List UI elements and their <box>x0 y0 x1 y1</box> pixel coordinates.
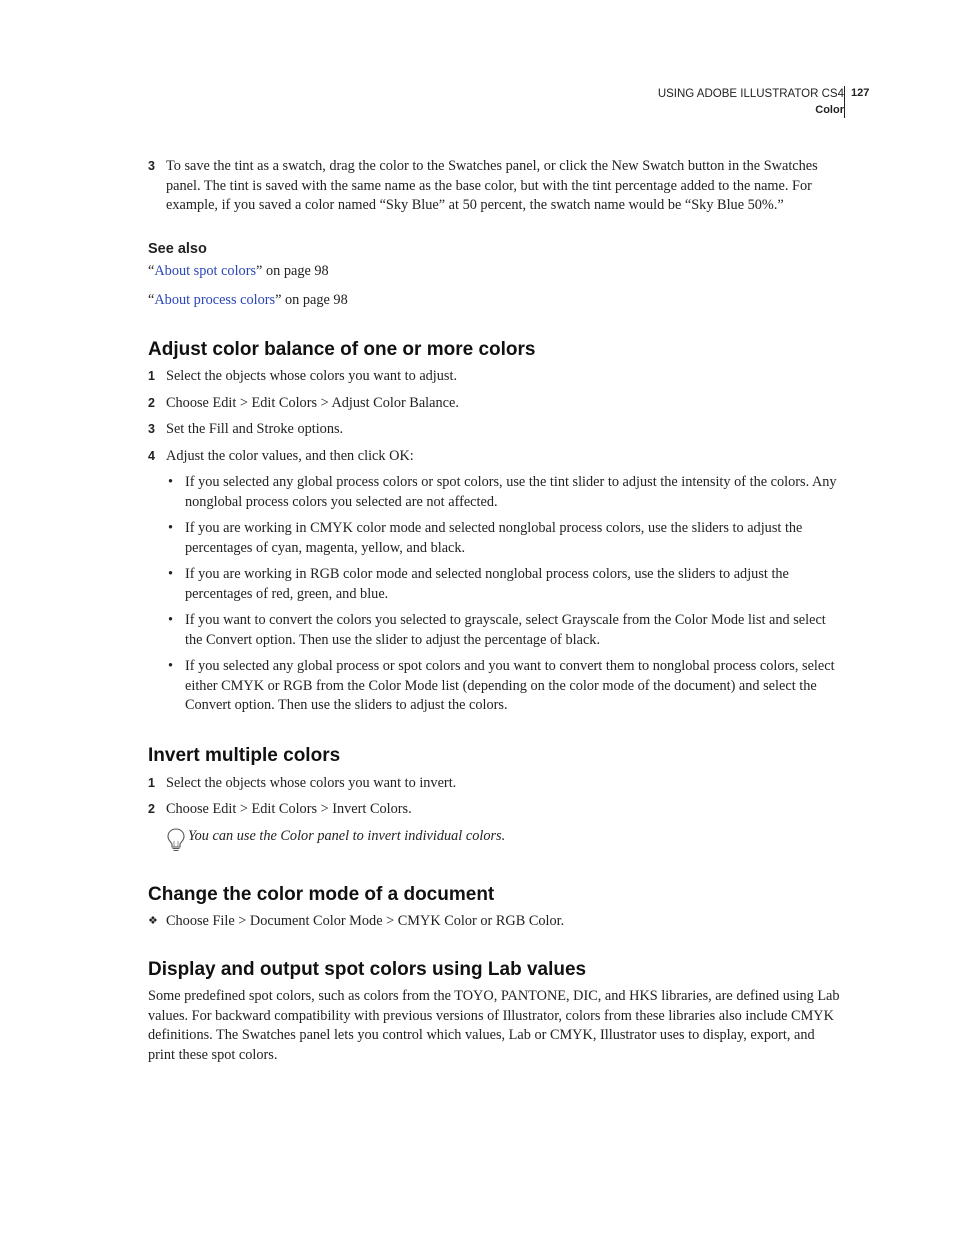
tip-text: You can use the Color panel to invert individual colors. <box>188 827 506 844</box>
heading-lab-values: Display and output spot colors using Lab values <box>148 959 587 980</box>
step-text: Set the Fill and Stroke options. <box>166 421 344 437</box>
page-body <box>148 157 840 1065</box>
step-number: 3 <box>148 422 155 436</box>
bullet-text: If you selected any global process colors or spot colors, use the tint slider to adjust the intensity of the colors. Any nonglobal process colors you selected are not affected. <box>185 474 837 510</box>
page-number: 127 <box>851 87 870 99</box>
step-number: 2 <box>148 802 155 816</box>
link-about-process-colors[interactable]: About process colors <box>154 291 276 308</box>
book-title: USING ADOBE ILLUSTRATOR CS4 <box>657 88 844 100</box>
step-text: Choose Edit > Edit Colors > Adjust Color Balance. <box>166 394 459 411</box>
step-number: 1 <box>148 369 155 383</box>
link-about-spot-colors[interactable]: About spot colors <box>154 263 257 279</box>
step-item <box>148 800 840 820</box>
heading-adjust-color-balance: Adjust color balance of one or more colors <box>148 339 536 360</box>
bullet-dot-icon: • <box>168 520 174 536</box>
step-text: Choose File > Document Color Mode > CMYK Color or RGB Color. <box>166 912 565 929</box>
step-number: 4 <box>148 448 155 463</box>
step-item <box>148 774 840 794</box>
see-also-title: See also <box>148 240 207 257</box>
quote-open: “ <box>148 291 155 308</box>
step-number: 2 <box>148 395 155 410</box>
step-text: To save the tint as a swatch, drag the color to the Swatches panel, or click the New Swatch button in the Swatches panel. The tint is saved with the same name as the base color, but with the tint percentage added to the name. For example, if you saved a color named “Sky Blue” at 50 percent, the swatch name would be “Sky Blue 50%.” <box>166 158 818 213</box>
bullet-dot-icon: • <box>168 566 174 582</box>
bullet-item <box>148 473 840 512</box>
step-item <box>148 157 840 216</box>
single-step-item <box>148 912 840 932</box>
bullet-item <box>148 519 840 558</box>
lightbulb-icon <box>166 827 186 860</box>
running-header <box>658 86 844 118</box>
step-item <box>148 394 840 414</box>
quote-open: “ <box>148 263 155 279</box>
body-paragraph: Some predefined spot colors, such as colors from the TOYO, PANTONE, DIC, and HKS libraries, are defined using Lab values. For backward compatibility with previous versions of Illustrator, colors from these libraries also include CMYK definitions. The Swatches panel lets you control which values, Lab or CMYK, Illustrator uses to display, export, and print these spot colors. <box>148 988 840 1063</box>
step-item <box>148 420 840 440</box>
xref-rest: ” on page 98 <box>275 291 348 308</box>
bullet-item <box>148 611 840 650</box>
bullet-text: If you are working in CMYK color mode and selected nonglobal process colors, use the sliders to adjust the percentages of cyan, magenta, yellow, and black. <box>185 520 803 556</box>
see-also-item <box>148 291 840 311</box>
step-number: 3 <box>148 159 155 173</box>
heading-change-color-mode: Change the color mode of a document <box>148 883 495 905</box>
bullet-text: If you selected any global process or spot colors and you want to convert them to nonglobal process colors, select either CMYK or RGB from the Color Mode list (depending on the color mode of the document) and select the Convert option. Then use the sliders to adjust the colors. <box>185 658 835 713</box>
step-text: Adjust the color values, and then click OK: <box>166 447 414 464</box>
header-divider <box>844 86 845 118</box>
step-item <box>148 447 840 467</box>
bullet-text: If you want to convert the colors you selected to grayscale, select Grayscale from the Color Mode list and select the Convert option. Then use the slider to adjust the percentage of black. <box>185 612 826 648</box>
diamond-bullet-icon: ❖ <box>148 914 158 927</box>
bullet-dot-icon: • <box>168 612 174 628</box>
step-text: Choose Edit > Edit Colors > Invert Colors. <box>166 801 412 817</box>
step-item <box>148 367 840 387</box>
tip-note <box>148 827 840 857</box>
bullet-dot-icon: • <box>168 658 174 674</box>
step-text: Select the objects whose colors you want to adjust. <box>166 368 458 384</box>
see-also-item <box>148 262 840 282</box>
bullet-item <box>148 657 840 716</box>
step-text: Select the objects whose colors you want to invert. <box>166 774 457 791</box>
bullet-text: If you are working in RGB color mode and selected nonglobal process colors, use the sliders to adjust the percentages of red, green, and blue. <box>185 566 789 602</box>
section-title: Color <box>815 104 844 116</box>
step-number: 1 <box>148 775 155 790</box>
bullet-item <box>148 565 840 604</box>
bullet-dot-icon: • <box>168 474 174 490</box>
heading-invert-colors: Invert multiple colors <box>148 744 341 766</box>
xref-rest: ” on page 98 <box>256 263 329 279</box>
